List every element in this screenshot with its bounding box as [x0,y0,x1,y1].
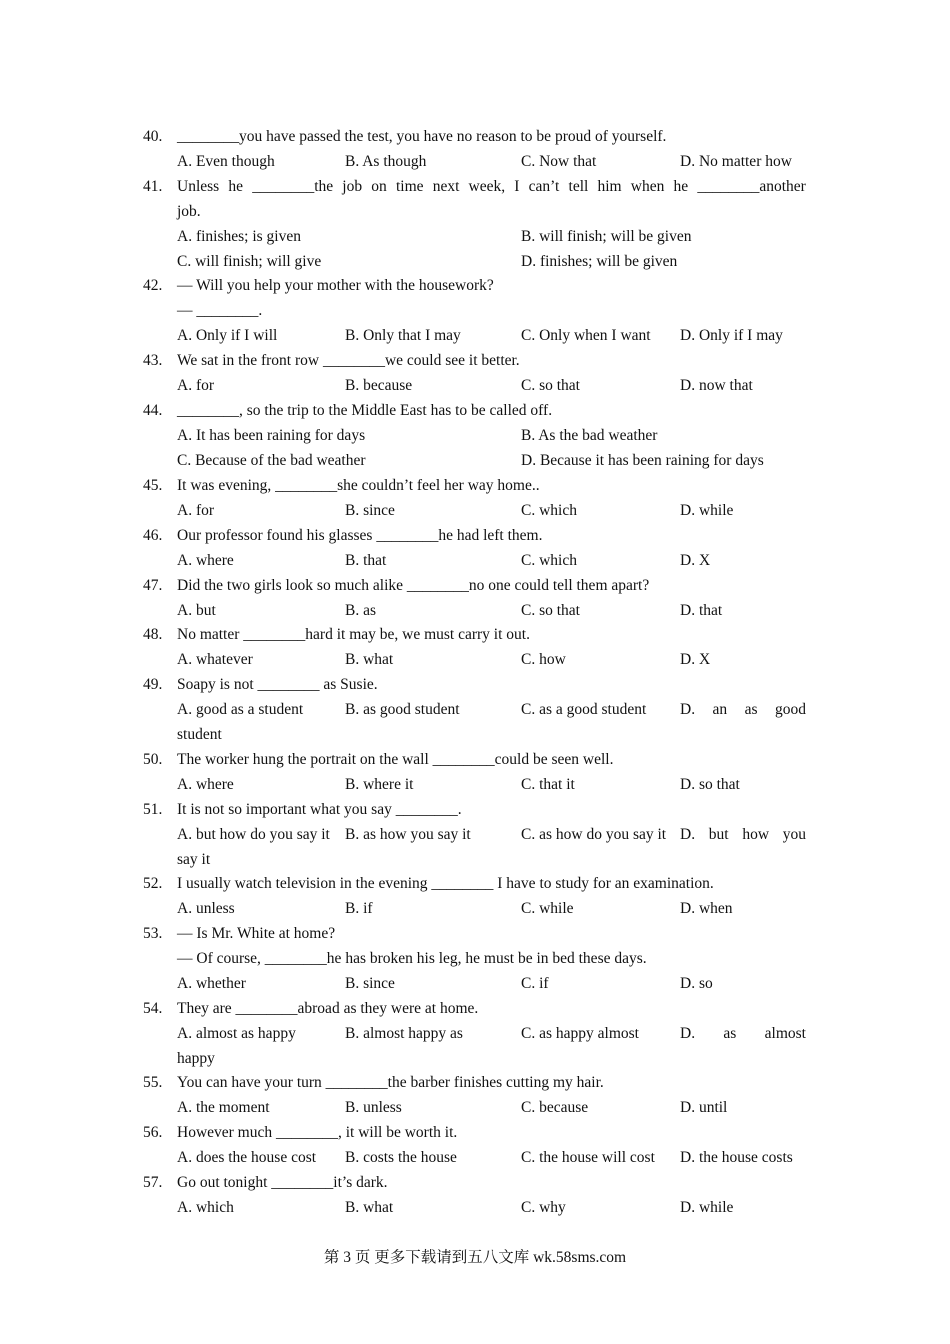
option-b: B. since [345,502,395,519]
option-c: C. as happy almost [521,1025,639,1042]
question-number: 56. [143,1124,163,1141]
option-b: B. where it [345,776,414,793]
stem-word: him [597,178,622,195]
option-c: C. the house will cost [521,1149,655,1166]
question-stem: We sat in the front row ________we could see it better. [177,352,520,369]
option-c: C. how [521,651,566,668]
option-c: C. so that [521,377,580,394]
option-c: C. because [521,1099,589,1116]
question-stem: ________, so the trip to the Middle East has to be called off. [177,402,553,419]
question-stem: You can have your turn ________the barber finishes cutting my hair. [177,1074,604,1091]
option-d [680,701,806,719]
option-a: A. but how do you say it [177,826,330,843]
question-number: 44. [143,402,163,419]
question-stem: Soapy is not ________ as Susie. [177,676,378,693]
option-a: A. the moment [177,1099,270,1116]
question-number: 46. [143,527,163,544]
page-footer: 第 3 页 更多下载请到五八文库 wk.58sms.com [323,1249,627,1266]
option-a: A. where [177,776,234,793]
option-word: D. [680,1025,696,1042]
question-number: 45. [143,477,163,494]
question-stem: It was evening, ________she couldn’t feel her way home.. [177,477,540,494]
stem-word: can’t [528,178,560,195]
option-d: D. Because it has been raining for days [521,452,764,469]
question-number: 47. [143,577,163,594]
option-d-continued: student [177,726,222,743]
question-number: 40. [143,128,163,145]
question-number: 42. [143,277,163,294]
option-b: B. since [345,975,395,992]
option-d: D. until [680,1099,728,1116]
question-stem-response: — Of course, ________he has broken his leg, he must be in bed these days. [177,950,647,967]
option-d: D. so that [680,776,740,793]
option-d-continued: happy [177,1050,215,1067]
option-b: B. what [345,651,394,668]
option-a: A. does the house cost [177,1149,317,1166]
option-b: B. that [345,552,387,569]
question-number: 54. [143,1000,163,1017]
option-word: but [708,826,729,843]
option-word: as [723,1025,737,1042]
stem-word: he [228,178,244,195]
option-d: D. finishes; will be given [521,253,678,270]
stem-word: job [342,178,363,195]
option-a: A. but [177,602,216,619]
option-d: D. now that [680,377,753,394]
option-word: good [775,701,806,718]
question-stem: — Will you help your mother with the housework? [177,277,494,294]
option-a: A. which [177,1199,234,1216]
option-a: A. It has been raining for days [177,427,366,444]
question-number: 57. [143,1174,163,1191]
option-a: A. for [177,377,215,394]
option-a: A. where [177,552,234,569]
option-a: A. Even though [177,153,275,170]
stem-word: he [673,178,689,195]
question-stem: I usually watch television in the evening ________ I have to study for an examination. [177,875,714,892]
question-stem: Go out tonight ________it’s dark. [177,1174,388,1191]
option-d [680,1025,806,1043]
option-c: C. as how do you say it [521,826,667,843]
question-number: 48. [143,626,163,643]
option-word: D. [680,701,696,718]
option-d: D. No matter how [680,153,792,170]
option-d-continued: say it [177,851,211,868]
option-d: D. X [680,651,711,668]
option-a: A. almost as happy [177,1025,296,1042]
option-a: A. Only if I will [177,327,278,344]
question-stem-response: — ________. [177,302,263,319]
option-c: C. as a good student [521,701,647,718]
stem-word: tell [568,178,589,195]
option-b: B. as good student [345,701,460,718]
option-c: C. which [521,502,577,519]
question-stem: Did the two girls look so much alike ________no one could tell them apart? [177,577,650,594]
option-word: you [782,826,806,843]
question-stem [177,178,806,196]
option-b: B. because [345,377,413,394]
question-stem: Our professor found his glasses ________he had left them. [177,527,543,544]
option-b: B. will finish; will be given [521,228,692,245]
option-c: C. while [521,900,574,917]
option-a: A. whether [177,975,246,992]
option-b: B. unless [345,1099,402,1116]
question-number: 43. [143,352,163,369]
option-a: A. good as a student [177,701,304,718]
option-d [680,826,806,844]
stem-word: next [432,178,460,195]
stem-word: on [371,178,387,195]
question-stem: However much ________, it will be worth it. [177,1124,458,1141]
stem-word: Unless [177,178,220,195]
option-d: D. while [680,502,734,519]
option-d: D. while [680,1199,734,1216]
option-a: A. finishes; is given [177,228,301,245]
option-c: C. so that [521,602,580,619]
option-d: D. the house costs [680,1149,793,1166]
option-c: C. Only when I want [521,327,651,344]
stem-word: I [514,178,520,195]
question-stem: They are ________abroad as they were at home. [177,1000,479,1017]
option-b: B. as [345,602,376,619]
option-word: as [744,701,758,718]
stem-word: ________another [697,178,806,195]
option-b: B. As the bad weather [521,427,658,444]
option-a: A. unless [177,900,235,917]
question-stem: No matter ________hard it may be, we must carry it out. [177,626,530,643]
option-b: B. what [345,1199,394,1216]
option-c: C. Because of the bad weather [177,452,366,469]
question-number: 52. [143,875,163,892]
option-b: B. almost happy as [345,1025,463,1042]
option-c: C. why [521,1199,566,1216]
question-stem: The worker hung the portrait on the wall ________could be seen well. [177,751,614,768]
option-b: B. if [345,900,373,917]
question-stem: It is not so important what you say ________. [177,801,462,818]
option-d: D. Only if I may [680,327,783,344]
question-stem-continued: job. [177,203,201,220]
option-d: D. so [680,975,713,992]
option-word: an [712,701,728,718]
option-b: B. As though [345,153,427,170]
question-stem: — Is Mr. White at home? [177,925,336,942]
option-a: A. for [177,502,215,519]
option-word: how [742,826,770,843]
option-word: almost [764,1025,806,1042]
option-c: C. if [521,975,549,992]
option-d: D. X [680,552,711,569]
stem-word: week, [468,178,506,195]
option-d: D. that [680,602,723,619]
question-number: 53. [143,925,163,942]
option-word: D. [680,826,696,843]
question-number: 41. [143,178,163,195]
question-stem: ________you have passed the test, you have no reason to be proud of yourself. [177,128,667,145]
question-number: 50. [143,751,163,768]
stem-word: when [630,178,665,195]
option-b: B. Only that I may [345,327,461,344]
stem-word: ________the [252,178,334,195]
question-number: 49. [143,676,163,693]
option-b: B. costs the house [345,1149,457,1166]
question-number: 55. [143,1074,163,1091]
option-d: D. when [680,900,733,917]
stem-word: time [395,178,424,195]
option-a: A. whatever [177,651,253,668]
option-c: C. which [521,552,577,569]
option-c: C. Now that [521,153,597,170]
option-c: C. that it [521,776,575,793]
option-c: C. will finish; will give [177,253,322,270]
question-number: 51. [143,801,163,818]
option-b: B. as how you say it [345,826,471,843]
